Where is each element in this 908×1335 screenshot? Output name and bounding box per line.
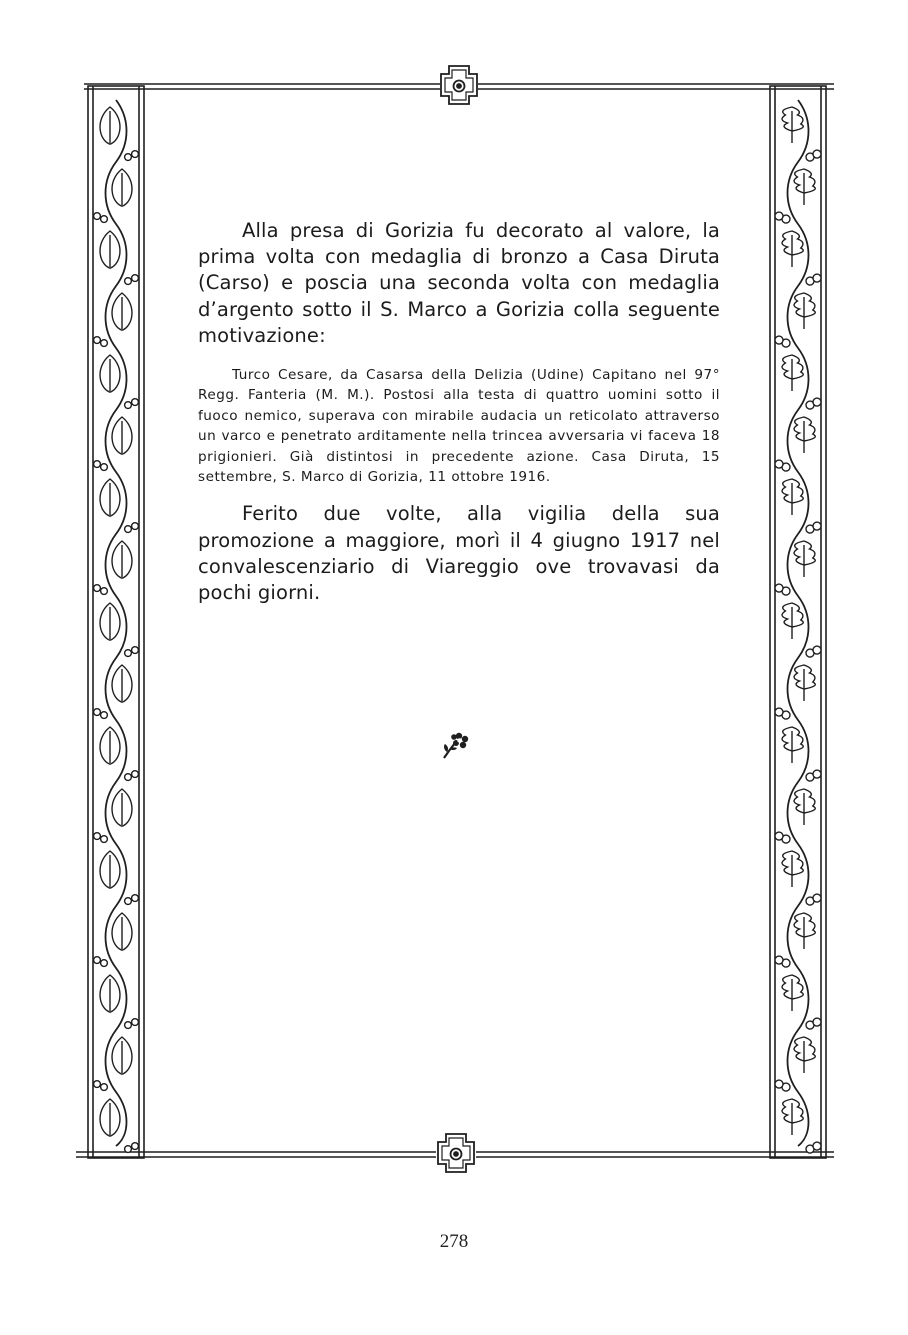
berry xyxy=(101,712,108,719)
berry xyxy=(125,1146,132,1153)
acorn xyxy=(813,770,821,778)
berry xyxy=(125,1022,132,1029)
acorn xyxy=(775,832,783,840)
acorn xyxy=(813,1018,821,1026)
acorn xyxy=(775,956,783,964)
acorn xyxy=(813,894,821,902)
page-number: 278 xyxy=(439,1231,469,1252)
berry xyxy=(132,275,139,282)
berry xyxy=(94,585,101,592)
acorn xyxy=(813,274,821,282)
berry xyxy=(132,151,139,158)
paragraph-1: Alla presa di Gorizia fu decorato al valore, la prima volta con medaglia di bronzo a Casa Diruta (Carso) e poscia una seconda volta con medaglia d’argento sotto il S. Marco a Gorizia colla seguente motivazione: xyxy=(198,219,720,347)
medal-citation: Turco Cesare, da Casarsa della Delizia (Udine) Capitano nel 97° Regg. Fanteria (M. M.). Postosi alla testa di quattro uomini sotto il fuoco nemico, superava con mirabile audacia un reticolato attraverso un varco e penetrato arditamente nella trincea avversaria vi faceva 18 prigionieri. Già distintosi in precedente azione. Casa Diruta, 15 settembre, S. Marco di Gorizia, 11 ottobre 1916. xyxy=(198,367,720,486)
berry xyxy=(132,1143,139,1150)
berry xyxy=(125,402,132,409)
berry xyxy=(125,650,132,657)
main-text xyxy=(198,218,720,606)
berry xyxy=(125,154,132,161)
berry xyxy=(125,278,132,285)
berry xyxy=(101,588,108,595)
berry xyxy=(101,836,108,843)
acorn xyxy=(813,150,821,158)
acorn xyxy=(775,336,783,344)
acorn xyxy=(775,708,783,716)
berry xyxy=(101,216,108,223)
berry xyxy=(132,895,139,902)
berry xyxy=(101,464,108,471)
berry xyxy=(94,957,101,964)
berry xyxy=(94,833,101,840)
berry xyxy=(101,340,108,347)
berry xyxy=(132,523,139,530)
acorn xyxy=(813,646,821,654)
acorn xyxy=(775,1080,783,1088)
berry xyxy=(101,960,108,967)
berry xyxy=(132,771,139,778)
acorn xyxy=(775,584,783,592)
berry xyxy=(101,1084,108,1091)
berry xyxy=(132,399,139,406)
berry xyxy=(132,1019,139,1026)
bottom-cross-emblem-icon xyxy=(438,1134,474,1172)
berry xyxy=(125,526,132,533)
berry xyxy=(125,898,132,905)
berry xyxy=(125,774,132,781)
acorn xyxy=(813,522,821,530)
berry xyxy=(132,647,139,654)
flower-sprig-icon xyxy=(440,728,472,760)
acorn xyxy=(813,1142,821,1150)
berry xyxy=(94,337,101,344)
berry xyxy=(94,1081,101,1088)
acorn xyxy=(813,398,821,406)
berry xyxy=(94,709,101,716)
berry xyxy=(94,213,101,220)
acorn xyxy=(775,212,783,220)
top-cross-emblem-icon xyxy=(441,66,477,104)
acorn xyxy=(775,460,783,468)
paragraph-2: Ferito due volte, alla vigilia della sua promozione a maggiore, morì il 4 giugno 1917 nel convalescenziario di Viareggio ove trovavasi da pochi giorni. xyxy=(198,502,720,605)
berry xyxy=(94,461,101,468)
